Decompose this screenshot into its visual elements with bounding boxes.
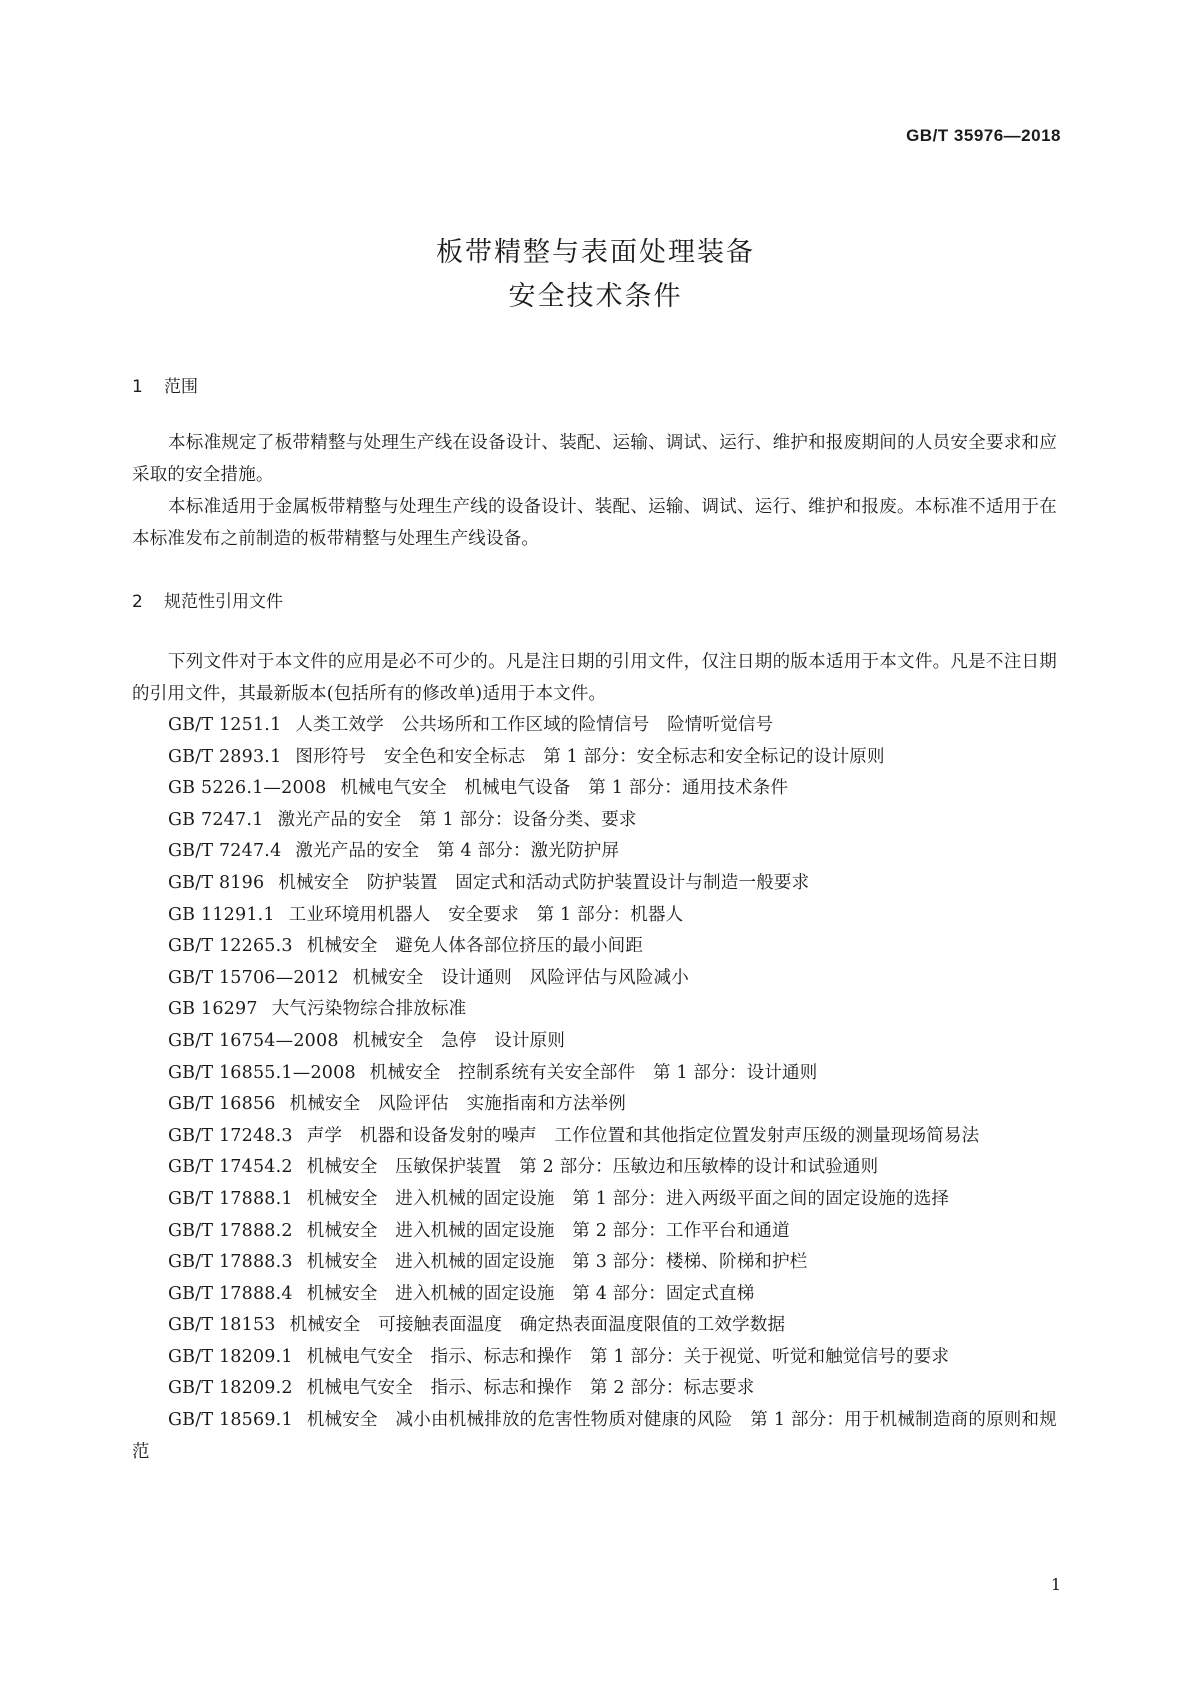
reference-title: 机械电气安全 指示、标志和操作 第 2 部分：标志要求 — [306, 1378, 755, 1399]
reference-title: 声学 机器和设备发射的噪声 工作位置和其他指定位置发射声压级的测量现场简易法 — [306, 1125, 980, 1146]
reference-title: 机械安全 进入机械的固定设施 第 4 部分：固定式直梯 — [306, 1283, 755, 1304]
reference-item — [132, 868, 1057, 900]
reference-title: 机械安全 可接触表面温度 确定热表面温度限值的工效学数据 — [289, 1315, 786, 1336]
reference-code: GB 11291.1 — [168, 904, 275, 925]
reference-item — [132, 900, 1057, 932]
reference-item — [132, 1121, 1057, 1153]
reference-item — [132, 1310, 1057, 1342]
reference-code: GB 16297 — [168, 999, 258, 1020]
reference-item — [132, 1026, 1057, 1058]
reference-item — [132, 1152, 1057, 1184]
reference-title: 机械安全 避免人体各部位挤压的最小间距 — [306, 936, 644, 957]
standard-code: GB/T 35976—2018 — [906, 126, 1061, 145]
reference-title: 机械安全 减小由机械排放的危害性物质对健康的风险 第 1 部分：用于机械制造商的原则和规范 — [132, 1410, 1057, 1462]
reference-title: 大气污染物综合排放标准 — [271, 999, 467, 1020]
reference-title: 机械安全 进入机械的固定设施 第 3 部分：楼梯、阶梯和护栏 — [306, 1252, 808, 1273]
document-title-line2: 安全技术条件 — [508, 281, 683, 312]
reference-title: 机械安全 防护装置 固定式和活动式防护装置设计与制造一般要求 — [278, 872, 810, 893]
reference-title: 激光产品的安全 第 1 部分：设备分类、要求 — [277, 809, 637, 830]
reference-code: GB/T 18209.1 — [168, 1346, 293, 1367]
reference-title: 机械安全 设计通则 风险评估与风险减小 — [352, 967, 689, 988]
reference-title: 机械安全 风险评估 实施指南和方法举例 — [289, 1094, 626, 1115]
section-2-heading — [132, 587, 283, 612]
reference-item — [132, 773, 1057, 805]
normative-reference-list — [132, 710, 1057, 1468]
section-1-heading — [132, 372, 198, 397]
reference-code: GB/T 8196 — [168, 872, 265, 893]
reference-item — [132, 805, 1057, 837]
reference-code: GB/T 12265.3 — [168, 936, 293, 957]
reference-code: GB/T 7247.4 — [168, 841, 282, 862]
reference-code: GB/T 17888.2 — [168, 1220, 293, 1241]
scope-paragraph-2: 本标准适用于金属板带精整与处理生产线的设备设计、装配、运输、调试、运行、维护和报废。本标准不适用于在本标准发布之前制造的板带精整与处理生产线设备。 — [132, 497, 1057, 549]
reference-code: GB/T 17888.3 — [168, 1252, 293, 1273]
reference-code: GB/T 2893.1 — [168, 746, 282, 767]
section-title: 规范性引用文件 — [164, 592, 283, 612]
section-title: 范围 — [164, 377, 198, 397]
document-title-line1: 板带精整与表面处理装备 — [436, 237, 755, 268]
normative-intro-paragraph: 下列文件对于本文件的应用是必不可少的。凡是注日期的引用文件，仅注日期的版本适用于本文件。凡是不注日期的引用文件，其最新版本(包括所有的修改单)适用于本文件。 — [132, 652, 1057, 704]
reference-item — [132, 994, 1057, 1026]
reference-item — [132, 1247, 1057, 1279]
reference-item — [132, 1279, 1057, 1311]
reference-code: GB/T 17248.3 — [168, 1125, 293, 1146]
reference-item — [132, 963, 1057, 995]
reference-title: 机械电气安全 机械电气设备 第 1 部分：通用技术条件 — [340, 778, 789, 799]
scope-paragraph-1: 本标准规定了板带精整与处理生产线在设备设计、装配、运输、调试、运行、维护和报废期间的人员安全要求和应采取的安全措施。 — [132, 433, 1057, 485]
reference-item — [132, 1089, 1057, 1121]
reference-item — [132, 1184, 1057, 1216]
reference-title: 机械安全 控制系统有关安全部件 第 1 部分：设计通则 — [369, 1062, 818, 1083]
reference-title: 机械安全 急停 设计原则 — [352, 1030, 566, 1051]
reference-code: GB/T 18209.2 — [168, 1378, 293, 1399]
section-number: 1 — [132, 377, 143, 397]
reference-code: GB/T 1251.1 — [168, 715, 282, 735]
reference-item — [132, 742, 1057, 774]
reference-title: 激光产品的安全 第 4 部分：激光防护屏 — [295, 841, 620, 862]
reference-title: 机械电气安全 指示、标志和操作 第 1 部分：关于视觉、听觉和触觉信号的要求 — [306, 1346, 950, 1367]
page-number: 1 — [1050, 1575, 1061, 1594]
reference-title: 图形符号 安全色和安全标志 第 1 部分：安全标志和安全标记的设计原则 — [295, 746, 885, 767]
reference-code: GB/T 16855.1—2008 — [168, 1062, 356, 1083]
reference-code: GB 5226.1—2008 — [168, 778, 327, 799]
reference-item — [132, 836, 1057, 868]
reference-item — [132, 1373, 1057, 1405]
reference-title: 人类工效学 公共场所和工作区域的险情信号 险情听觉信号 — [295, 715, 774, 735]
reference-code: GB/T 17888.1 — [168, 1188, 293, 1209]
reference-code: GB/T 17454.2 — [168, 1157, 293, 1178]
reference-item — [132, 710, 1057, 742]
reference-title: 机械安全 进入机械的固定设施 第 1 部分：进入两级平面之间的固定设施的选择 — [306, 1188, 950, 1209]
section-number: 2 — [132, 592, 143, 612]
reference-code: GB/T 16754—2008 — [168, 1030, 339, 1051]
reference-code: GB/T 17888.4 — [168, 1283, 293, 1304]
reference-item — [132, 1216, 1057, 1248]
reference-code: GB/T 16856 — [168, 1094, 276, 1115]
reference-code: GB/T 15706—2012 — [168, 967, 339, 988]
reference-item — [132, 1405, 1057, 1468]
reference-title: 工业环境用机器人 安全要求 第 1 部分：机器人 — [288, 904, 684, 925]
reference-code: GB/T 18569.1 — [168, 1410, 293, 1431]
reference-item — [132, 1058, 1057, 1090]
reference-item — [132, 1342, 1057, 1374]
reference-code: GB 7247.1 — [168, 809, 264, 830]
reference-title: 机械安全 进入机械的固定设施 第 2 部分：工作平台和通道 — [306, 1220, 790, 1241]
reference-title: 机械安全 压敏保护装置 第 2 部分：压敏边和压敏棒的设计和试验通则 — [306, 1157, 879, 1178]
reference-code: GB/T 18153 — [168, 1315, 276, 1336]
reference-item — [132, 931, 1057, 963]
